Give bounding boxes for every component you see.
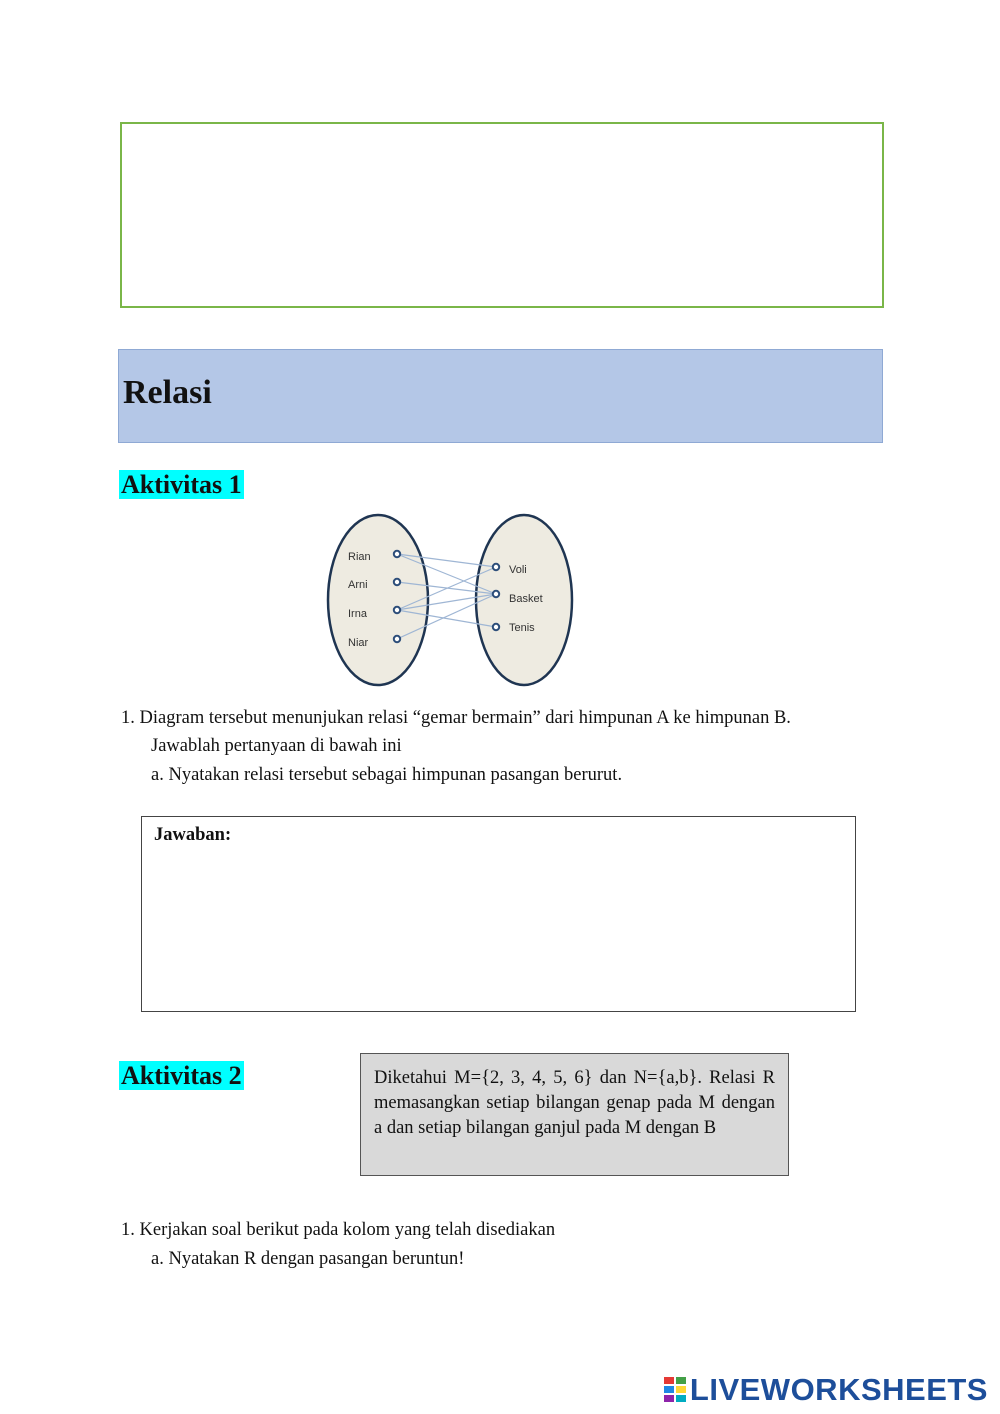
activity-1-question-1a: a. Nyatakan relasi tersebut sebagai himpunan pasangan berurut.	[151, 765, 623, 785]
point-arni	[394, 579, 400, 585]
point-rian	[394, 551, 400, 557]
activity-1-heading	[119, 469, 244, 501]
label-tenis: Tenis	[509, 622, 535, 634]
label-voli: Voli	[509, 564, 527, 576]
relation-diagram	[320, 508, 580, 692]
activity-1-label: Aktivitas 1	[121, 470, 242, 499]
answer-box[interactable]	[141, 816, 856, 1012]
label-arni: Arni	[348, 579, 368, 591]
activity-2-heading	[119, 1060, 244, 1092]
title-banner	[118, 349, 883, 443]
label-rian: Rian	[348, 551, 371, 563]
point-tenis	[493, 624, 499, 630]
given-info-text: Diketahui M={2, 3, 4, 5, 6} dan N={a,b}. Relasi R memasangkan setiap bilangan genap pada M dengan a dan setiap bilangan ganjul pada M dengan B	[374, 1068, 775, 1138]
page-title: Relasi	[123, 374, 212, 411]
activity-2-label: Aktivitas 2	[121, 1061, 242, 1090]
point-basket	[493, 591, 499, 597]
activity-1-question-1: 1. Diagram tersebut menunjukan relasi “gemar bermain” dari himpunan A ke himpunan B.	[121, 708, 791, 728]
activity-1-question-1-instruction: Jawablah pertanyaan di bawah ini	[151, 736, 402, 756]
label-niar: Niar	[348, 637, 369, 649]
header-frame	[120, 122, 884, 308]
brand-text: LIVEWORKSHEETS	[689, 1372, 988, 1407]
label-basket: Basket	[509, 593, 543, 605]
brand-logo	[664, 1372, 988, 1408]
activity-2-question-1: 1. Kerjakan soal berikut pada kolom yang telah disediakan	[121, 1220, 556, 1240]
point-irna	[394, 607, 400, 613]
activity-2-question-1a: a. Nyatakan R dengan pasangan beruntun!	[151, 1249, 465, 1269]
point-voli	[493, 564, 499, 570]
given-info-box	[360, 1053, 789, 1176]
brand-icon	[664, 1377, 686, 1403]
point-niar	[394, 636, 400, 642]
label-irna: Irna	[348, 608, 367, 620]
set-a-ellipse	[328, 515, 428, 685]
answer-label: Jawaban:	[154, 825, 232, 845]
